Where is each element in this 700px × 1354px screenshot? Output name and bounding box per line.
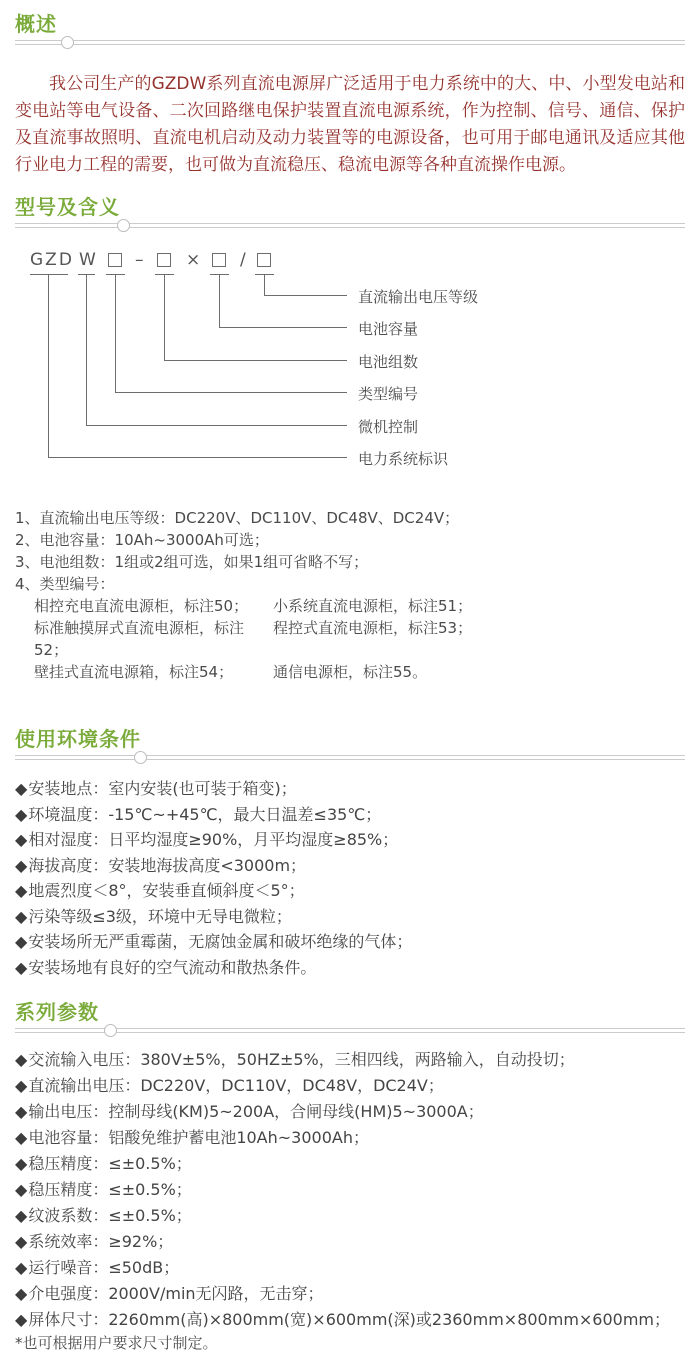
model-placeholder-box-icon	[212, 253, 226, 267]
list-item	[15, 827, 685, 853]
diagram-label-type-number: 类型编号	[358, 385, 419, 403]
list-item-text: 输出电压：控制母线(KM)5~200A，合闸母线(HM)5~3000A；	[28, 1102, 484, 1121]
list-item-text: 安装场地有良好的空气流动和散热条件。	[28, 957, 317, 977]
diamond-bullet-icon: ◆	[15, 1258, 28, 1277]
list-item	[15, 1073, 685, 1099]
section-divider	[15, 755, 685, 760]
list-item	[15, 955, 685, 981]
list-item	[15, 1099, 685, 1125]
model-title: 型号及含义	[15, 195, 120, 219]
diagram-connector-line	[264, 274, 265, 295]
diagram-label-battery-capacity: 电池容量	[358, 320, 419, 338]
diagram-connector-line	[48, 457, 347, 458]
divider-circle-icon	[104, 1024, 117, 1037]
list-item-text: 介电强度：2000V/min无闪路，无击穿；	[28, 1284, 324, 1303]
model-code-slash: /	[240, 250, 246, 270]
diamond-bullet-icon: ◆	[15, 932, 28, 951]
list-item-text: 相对湿度：日平均湿度≥90%，月平均湿度≥85%；	[28, 830, 399, 849]
section-overview	[15, 12, 685, 179]
diagram-label-battery-groups: 电池组数	[358, 353, 419, 371]
note-row: 1、直流输出电压等级：DC220V、DC110V、DC48V、DC24V；	[15, 509, 460, 527]
list-item-text: 环境温度：-15℃~+45℃，最大日温差≤35℃；	[28, 804, 382, 824]
type-number-row	[15, 661, 685, 683]
model-placeholder-box-icon	[157, 253, 171, 267]
list-item	[15, 1307, 685, 1333]
model-code-w: W	[79, 250, 96, 270]
environment-title: 使用环境条件	[15, 727, 141, 751]
list-item-text: 系统效率：≥92%；	[28, 1232, 174, 1251]
list-item	[15, 776, 685, 802]
model-placeholder-box-icon	[257, 253, 271, 267]
model-code-prefix: GZD	[30, 250, 74, 270]
list-item	[15, 1151, 685, 1177]
diamond-bullet-icon: ◆	[15, 1154, 28, 1173]
list-item-text: 安装场所无严重霉菌，无腐蚀金属和破坏绝缘的气体；	[28, 932, 413, 951]
diagram-connector-line	[115, 274, 116, 392]
list-item-text: 安装地点：室内安装(也可装于箱变)；	[28, 779, 297, 798]
model-code-diagram	[15, 228, 700, 473]
diamond-bullet-icon: ◆	[15, 804, 28, 824]
diamond-bullet-icon: ◆	[15, 1232, 28, 1251]
section-parameters	[15, 1000, 685, 1354]
diagram-label-micro-control: 微机控制	[358, 418, 419, 436]
list-item	[15, 878, 685, 904]
list-item-text: 运行噪音：≤50dB；	[28, 1258, 180, 1277]
diamond-bullet-icon: ◆	[15, 1206, 28, 1225]
diagram-connector-line	[86, 425, 347, 426]
catalog-page	[0, 12, 700, 1354]
diamond-bullet-icon: ◆	[15, 906, 28, 926]
list-item	[15, 1255, 685, 1281]
type-cell: 标准触摸屏式直流电源柜，标注52；	[34, 619, 245, 659]
type-cell: 通信电源柜，标注55。	[273, 663, 428, 681]
parameters-list	[15, 1047, 685, 1333]
list-item	[15, 802, 685, 828]
list-item-text: 污染等级≤3级，环境中无导电微粒；	[28, 906, 292, 926]
list-item-text: 地震烈度＜8°，安装垂直倾斜度＜5°；	[28, 881, 305, 900]
model-notes-list	[15, 507, 685, 683]
diamond-bullet-icon: ◆	[15, 1128, 28, 1147]
type-cell: 程控式直流电源柜，标注53；	[273, 619, 473, 637]
list-item-text: 稳压精度：≤±0.5%；	[28, 1154, 192, 1173]
diagram-connector-line	[164, 360, 347, 361]
list-item	[15, 1125, 685, 1151]
list-item	[15, 1047, 685, 1073]
model-placeholder-box-icon	[108, 253, 122, 267]
list-item	[15, 853, 685, 879]
diamond-bullet-icon: ◆	[15, 1076, 28, 1095]
list-item	[15, 1281, 685, 1307]
diamond-bullet-icon: ◆	[15, 779, 28, 798]
diamond-bullet-icon: ◆	[15, 855, 28, 875]
diagram-connector-line	[48, 274, 49, 457]
section-divider	[15, 40, 685, 45]
diamond-bullet-icon: ◆	[15, 1180, 28, 1199]
diagram-connector-line	[164, 274, 165, 360]
diamond-bullet-icon: ◆	[15, 957, 28, 977]
list-item-text: 直流输出电压：DC220V，DC110V，DC48V，DC24V；	[28, 1076, 444, 1095]
diagram-connector-line	[86, 274, 87, 425]
parameters-footnote: *也可根据用户要求尺寸制定。	[15, 1334, 218, 1352]
diamond-bullet-icon: ◆	[15, 1102, 28, 1121]
type-cell: 小系统直流电源柜，标注51；	[273, 597, 473, 615]
diamond-bullet-icon: ◆	[15, 1310, 28, 1329]
list-item-text: 交流输入电压：380V±5%，50HZ±5%，三相四线，两路输入，自动投切；	[28, 1050, 575, 1069]
diagram-connector-line	[219, 274, 220, 327]
list-item-text: 纹波系数：≤±0.5%；	[28, 1206, 192, 1225]
type-number-row	[15, 617, 685, 661]
type-cell: 相控充电直流电源柜，标注50；	[34, 597, 249, 615]
type-cell: 壁挂式直流电源箱，标注54；	[34, 663, 234, 681]
note-row: 4、类型编号：	[15, 575, 115, 593]
list-item	[15, 1229, 685, 1255]
diamond-bullet-icon: ◆	[15, 881, 28, 900]
divider-circle-icon	[61, 36, 74, 49]
diagram-connector-line	[115, 392, 347, 393]
list-item	[15, 1177, 685, 1203]
model-code-dash: –	[135, 250, 144, 270]
note-row: 3、电池组数：1组或2组可选，如果1组可省略不写；	[15, 553, 369, 571]
list-item	[15, 1203, 685, 1229]
type-number-row	[15, 595, 685, 617]
list-item-text: 电池容量：铝酸免维护蓄电池10Ah~3000Ah；	[28, 1128, 369, 1147]
list-item	[15, 929, 685, 955]
diamond-bullet-icon: ◆	[15, 1284, 28, 1303]
environment-list	[15, 776, 685, 980]
diagram-connector-line	[264, 295, 347, 296]
model-code-times: ×	[186, 250, 201, 270]
diamond-bullet-icon: ◆	[15, 1050, 28, 1069]
overview-paragraph: 我公司生产的GZDW系列直流电源屏广泛适用于电力系统中的大、中、小型发电站和变电站等电气设备、二次回路继电保护装置直流电源系统，作为控制、信号、通信、保护及直流事故照明、直流电机启动及动力装置等的电源设备，也可用于邮电通讯及适应其他行业电力工程的需要，也可做为直流稳压、稳流电源等各种直流操作电源。	[15, 74, 685, 175]
diagram-label-dc-voltage: 直流输出电压等级	[358, 288, 479, 306]
list-item-text: 稳压精度：≤±0.5%；	[28, 1180, 192, 1199]
diagram-connector-line	[219, 327, 347, 328]
diagram-tick	[30, 274, 68, 275]
diagram-label-power-system: 电力系统标识	[358, 450, 449, 468]
list-item	[15, 904, 685, 930]
section-model	[15, 195, 685, 683]
section-divider	[15, 1028, 685, 1033]
note-row: 2、电池容量：10Ah~3000Ah可选；	[15, 531, 269, 549]
diamond-bullet-icon: ◆	[15, 830, 28, 849]
list-item-text: 海拔高度：安装地海拔高度<3000m；	[28, 855, 307, 875]
divider-circle-icon	[134, 751, 147, 764]
section-environment	[15, 727, 685, 980]
list-item-text: 屏体尺寸：2260mm(高)×800mm(宽)×600mm(深)或2360mm×800mm×600mm；	[28, 1310, 671, 1329]
overview-title: 概述	[15, 12, 57, 36]
parameters-title: 系列参数	[15, 1000, 99, 1024]
